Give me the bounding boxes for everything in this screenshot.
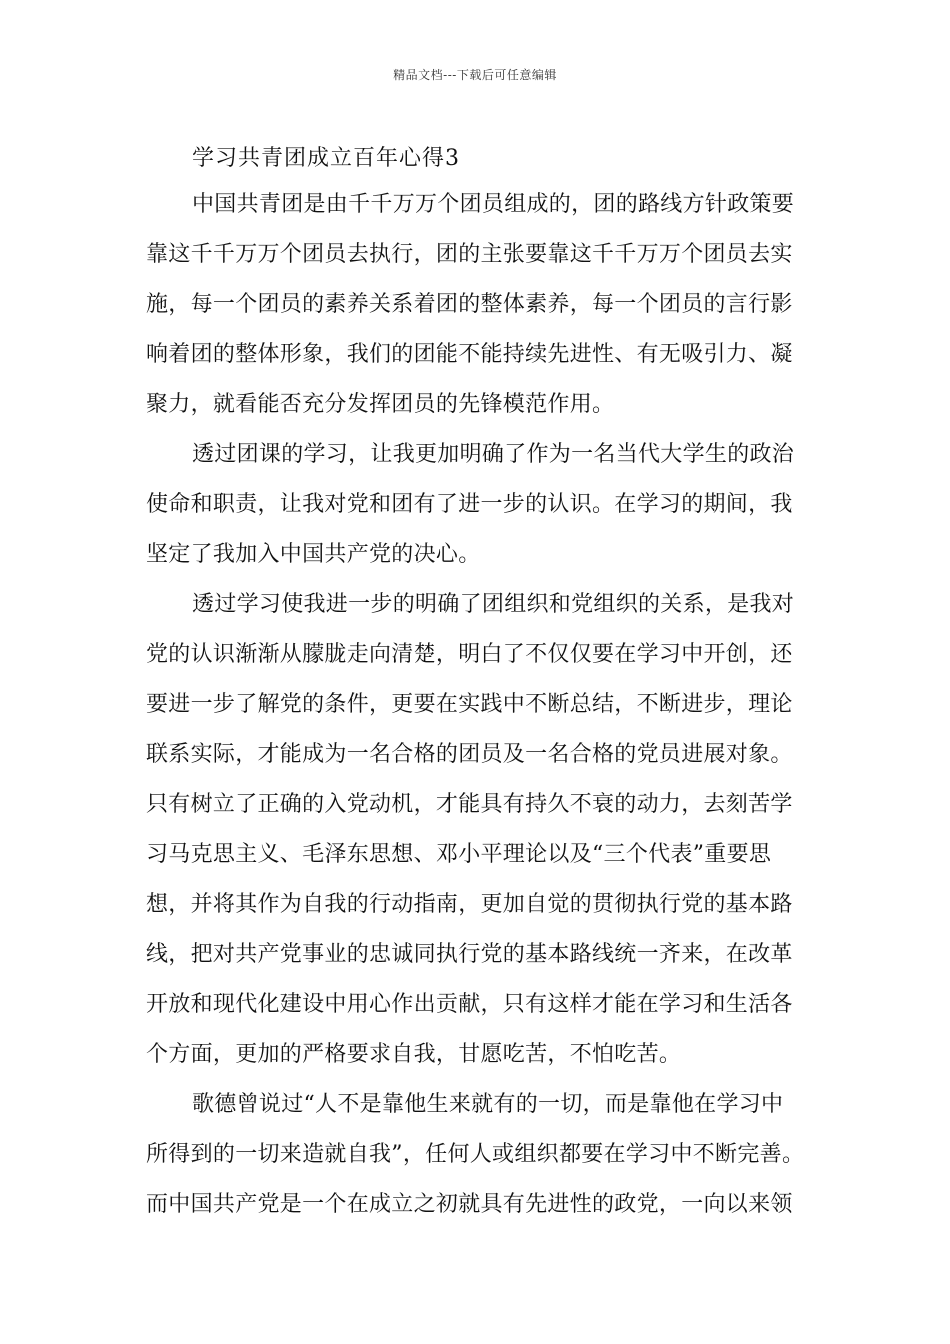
paragraph-line: 透过学习使我进一步的明确了团组织和党组织的关系，是我对 bbox=[192, 592, 795, 617]
paragraph-line: 要进一步了解党的条件，更要在实践中不断总结，不断进步，理论 bbox=[146, 692, 793, 717]
paragraph bbox=[146, 430, 806, 580]
paragraph-line: 联系实际，才能成为一名合格的团员及一名合格的党员进展对象。 bbox=[146, 742, 793, 767]
paragraph-line: 开放和现代化建设中用心作出贡献，只有这样才能在学习和生活各 bbox=[146, 992, 793, 1017]
paragraph bbox=[146, 1080, 806, 1230]
paragraph-line: 想，并将其作为自我的行动指南，更加自觉的贯彻执行党的基本路 bbox=[146, 892, 793, 917]
paragraph-line: 习马克思主义、毛泽东思想、邓小平理论以及“三个代表”重要思 bbox=[146, 842, 772, 867]
paragraph-line: 施，每一个团员的素养关系着团的整体素养，每一个团员的言行影 bbox=[146, 292, 793, 317]
paragraph-line: 党的认识渐渐从朦胧走向清楚，明白了不仅仅要在学习中开创，还 bbox=[146, 642, 793, 667]
paragraph-line: 所得到的一切来造就自我”，任何人或组织都要在学习中不断完善。 bbox=[146, 1142, 805, 1167]
page-header: 精品文档---下载后可任意编辑 bbox=[393, 68, 557, 82]
paragraph-line: 歌德曾说过“人不是靠他生来就有的一切，而是靠他在学习中 bbox=[192, 1092, 784, 1117]
paragraph-line: 只有树立了正确的入党动机，才能具有持久不衰的动力，去刻苦学 bbox=[146, 792, 793, 817]
paragraph-line: 中国共青团是由千千万万个团员组成的，团的路线方针政策要 bbox=[192, 192, 795, 217]
paragraph-line: 线，把对共产党事业的忠诚同执行党的基本路线统一齐来，在改革 bbox=[146, 942, 793, 967]
paragraph-line: 坚定了我加入中国共产党的决心。 bbox=[146, 542, 481, 567]
paragraph bbox=[146, 580, 806, 1080]
paragraph-line: 聚力，就看能否充分发挥团员的先锋模范作用。 bbox=[146, 392, 615, 417]
paragraph-line: 靠这千千万万个团员去执行，团的主张要靠这千千万万个团员去实 bbox=[146, 242, 793, 267]
paragraph bbox=[146, 180, 806, 430]
paragraph-line: 响着团的整体形象，我们的团能不能持续先进性、有无吸引力、凝 bbox=[146, 342, 793, 367]
paragraph-line: 使命和职责，让我对党和团有了进一步的认识。在学习的期间，我 bbox=[146, 492, 793, 517]
paragraph-line: 透过团课的学习，让我更加明确了作为一名当代大学生的政治 bbox=[192, 442, 795, 467]
paragraph-line: 个方面，更加的严格要求自我，甘愿吃苦，不怕吃苦。 bbox=[146, 1042, 682, 1067]
paragraph-line: 而中国共产党是一个在成立之初就具有先进性的政党，一向以来领 bbox=[146, 1192, 793, 1217]
document-title: 学习共青团成立百年心得3 bbox=[192, 146, 460, 171]
document-body bbox=[146, 180, 806, 1230]
